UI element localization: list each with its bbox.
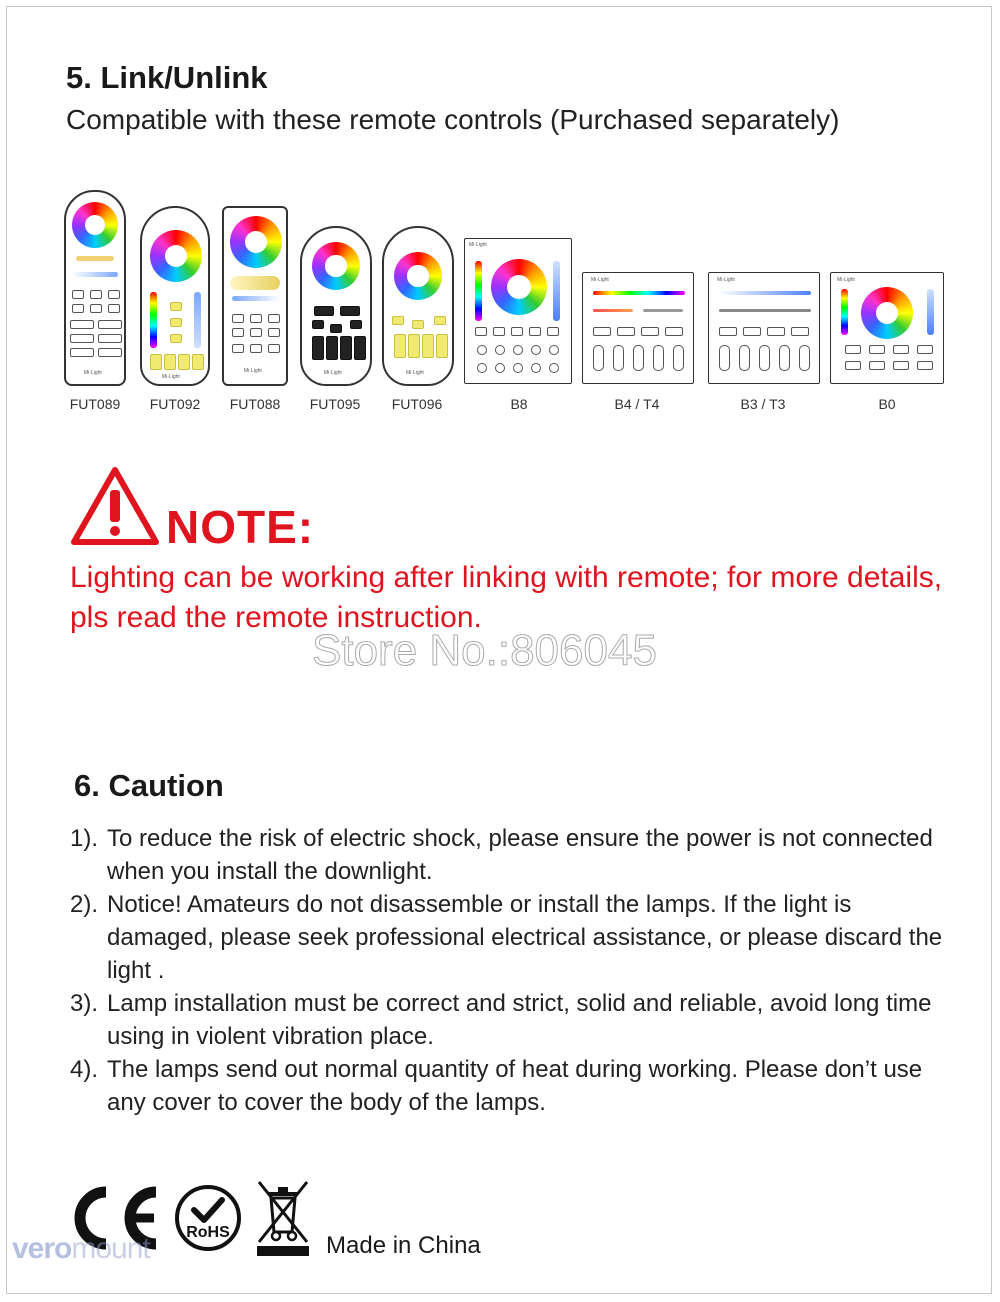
panel-zone-button — [549, 345, 559, 355]
remote-button — [170, 334, 182, 343]
remote-button — [232, 344, 244, 353]
remote-button — [268, 314, 280, 323]
panel-button — [617, 327, 635, 336]
remote-b8-image — [464, 238, 572, 384]
remote-fut088-image — [222, 206, 288, 386]
remote-label-b3-t3: B3 / T3 — [740, 396, 786, 412]
panel-button — [493, 327, 505, 336]
caution-item — [70, 822, 950, 888]
warning-triangle-icon — [70, 466, 160, 546]
color-wheel-icon — [861, 287, 913, 339]
white-bar — [232, 296, 280, 301]
remote-button — [268, 344, 280, 353]
remote-button — [108, 290, 120, 299]
remote-button — [250, 328, 262, 337]
remote-label-fut095: FUT095 — [309, 396, 361, 412]
remote-off-button — [340, 306, 360, 316]
remote-button — [408, 334, 420, 358]
remote-button — [422, 334, 434, 358]
weee-bin-icon — [255, 1178, 311, 1258]
remote-button — [434, 316, 446, 325]
caution-item-text: To reduce the risk of electric shock, please ensure the power is not connected when you install the downlight. — [107, 825, 933, 885]
zone-slider — [593, 345, 604, 371]
panel-button — [917, 361, 933, 370]
panel-zone-button — [549, 363, 559, 373]
remote-button — [90, 290, 102, 299]
color-slider — [475, 261, 482, 321]
panel-button — [767, 327, 785, 336]
panel-zone-button — [531, 363, 541, 373]
remote-label-b8: B8 — [510, 396, 528, 412]
zone-slider — [653, 345, 664, 371]
remote-button — [412, 320, 424, 329]
remote-b4-t4-image — [582, 272, 694, 384]
remote-button — [192, 354, 204, 370]
remote-button — [340, 336, 352, 360]
remote-button — [394, 334, 406, 358]
panel-zone-button — [513, 363, 523, 373]
note-text: Lighting can be working after linking with remote; for more details, pls read the remote instruction. — [70, 561, 943, 634]
panel-button — [719, 327, 737, 336]
remote-brand: Mi·Light — [469, 242, 487, 248]
panel-button — [917, 345, 933, 354]
remote-button — [354, 336, 366, 360]
white-bar — [719, 291, 811, 295]
remote-button — [70, 320, 94, 329]
remote-button — [330, 324, 342, 333]
panel-button — [845, 345, 861, 354]
zone-slider — [673, 345, 684, 371]
panel-button — [475, 327, 487, 336]
made-in-china-text: Made in China — [326, 1232, 481, 1259]
remote-button — [170, 318, 182, 327]
zone-slider — [613, 345, 624, 371]
white-slider — [194, 292, 201, 348]
remote-gallery — [0, 190, 1000, 430]
remote-fut089-image — [64, 190, 126, 386]
remote-fut095-image — [300, 226, 372, 386]
panel-button — [641, 327, 659, 336]
section-5-title: 5. Link/Unlink — [66, 60, 268, 95]
panel-button — [665, 327, 683, 336]
remote-b0-image — [830, 272, 944, 384]
remote-fut092-image — [140, 206, 210, 386]
white-slider — [927, 289, 934, 335]
store-watermark: Store No.:806045 — [312, 626, 657, 675]
caution-item-number: 2). — [70, 891, 99, 918]
caution-item — [70, 888, 950, 987]
panel-zone-button — [477, 345, 487, 355]
saturation-bar — [593, 309, 633, 312]
white-bar — [72, 272, 118, 277]
remote-brand: Mi·Light — [406, 370, 424, 376]
caution-item — [70, 1053, 950, 1119]
remote-brand: Mi·Light — [837, 277, 855, 283]
caution-item-number: 1). — [70, 825, 99, 852]
brightness-bar — [76, 256, 114, 261]
remote-button — [268, 328, 280, 337]
remote-button — [170, 302, 182, 311]
panel-zone-button — [531, 345, 541, 355]
panel-button — [893, 361, 909, 370]
color-wheel-icon — [72, 202, 118, 248]
note-heading: NOTE: — [166, 501, 315, 553]
panel-zone-button — [495, 345, 505, 355]
remote-button — [164, 354, 176, 370]
remote-button — [70, 334, 94, 343]
color-wheel-icon — [312, 242, 360, 290]
remote-button — [312, 336, 324, 360]
remote-button — [232, 314, 244, 323]
panel-button — [869, 345, 885, 354]
brand-watermark — [12, 1232, 150, 1266]
caution-item — [70, 987, 950, 1053]
color-slider — [841, 289, 848, 335]
remote-button — [72, 290, 84, 299]
remote-button — [436, 334, 448, 358]
zone-slider — [633, 345, 644, 371]
brightness-bar — [230, 276, 280, 290]
remote-button — [326, 336, 338, 360]
remote-brand: Mi·Light — [717, 277, 735, 283]
remote-button — [312, 320, 324, 329]
rohs-label: RoHS — [186, 1224, 230, 1241]
caution-item-number: 4). — [70, 1056, 99, 1083]
remote-label-b4-t4: B4 / T4 — [614, 396, 660, 412]
watermark-brand-thin: mount — [71, 1232, 150, 1265]
remote-button — [250, 344, 262, 353]
remote-brand: Mi·Light — [591, 277, 609, 283]
panel-button — [893, 345, 909, 354]
remote-label-fut092: FUT092 — [149, 396, 201, 412]
color-wheel-icon — [150, 230, 202, 282]
panel-button — [791, 327, 809, 336]
zone-slider — [759, 345, 770, 371]
brightness-bar — [719, 309, 811, 312]
remote-button — [98, 348, 122, 357]
remote-button — [98, 334, 122, 343]
remote-brand: Mi·Light — [244, 368, 262, 374]
caution-item-text: Notice! Amateurs do not disassemble or install the lamps. If the light is damaged, please seek professional electrical assistance, or please discard the light . — [107, 891, 943, 984]
color-slider — [150, 292, 157, 348]
panel-zone-button — [477, 363, 487, 373]
color-bar — [593, 291, 685, 295]
color-wheel-icon — [230, 216, 282, 268]
panel-button — [529, 327, 541, 336]
color-wheel-icon — [491, 259, 547, 315]
remote-fut096-image — [382, 226, 454, 386]
remote-button — [350, 320, 362, 329]
remote-button — [178, 354, 190, 370]
remote-button — [232, 328, 244, 337]
zone-slider — [739, 345, 750, 371]
remote-button — [108, 304, 120, 313]
remote-button — [250, 314, 262, 323]
remote-b3-t3-image — [708, 272, 820, 384]
remote-button — [70, 348, 94, 357]
caution-item-number: 3). — [70, 990, 99, 1017]
color-wheel-icon — [394, 252, 442, 300]
remote-brand: Mi·Light — [324, 370, 342, 376]
panel-zone-button — [513, 345, 523, 355]
caution-list — [70, 822, 950, 1119]
panel-button — [511, 327, 523, 336]
panel-button — [743, 327, 761, 336]
section-5-subtitle: Compatible with these remote controls (Purchased separately) — [66, 104, 840, 135]
panel-button — [547, 327, 559, 336]
remote-button — [98, 320, 122, 329]
remote-label-fut089: FUT089 — [69, 396, 121, 412]
zone-slider — [779, 345, 790, 371]
remote-brand: Mi·Light — [162, 374, 180, 380]
zone-slider — [719, 345, 730, 371]
brightness-bar — [643, 309, 683, 312]
panel-zone-button — [495, 363, 505, 373]
remote-button — [90, 304, 102, 313]
remote-brand: Mi·Light — [84, 370, 102, 376]
remote-on-button — [314, 306, 334, 316]
remote-button — [72, 304, 84, 313]
white-slider — [553, 261, 560, 321]
remote-button — [150, 354, 162, 370]
section-6-title: 6. Caution — [74, 768, 224, 803]
remote-label-fut088: FUT088 — [229, 396, 281, 412]
panel-button — [845, 361, 861, 370]
panel-button — [869, 361, 885, 370]
remote-button — [392, 316, 404, 325]
rohs-mark-icon — [174, 1184, 242, 1252]
remote-label-b0: B0 — [878, 396, 896, 412]
watermark-brand-bold: vero — [12, 1232, 72, 1265]
caution-item-text: The lamps send out normal quantity of heat during working. Please don’t use any cover to cover the body of the lamps. — [107, 1056, 923, 1116]
zone-slider — [799, 345, 810, 371]
remote-label-fut096: FUT096 — [391, 396, 443, 412]
caution-item-text: Lamp installation must be correct and strict, solid and reliable, avoid long time using in violent vibration place. — [107, 990, 932, 1050]
panel-button — [593, 327, 611, 336]
